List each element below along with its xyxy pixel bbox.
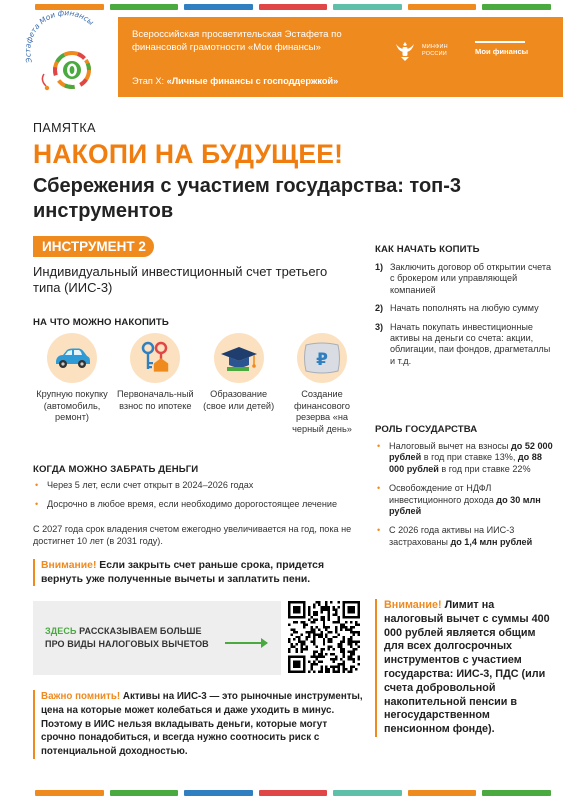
qr-text-line1: РАССКАЗЫВАЕМ БОЛЬШЕ — [79, 626, 202, 636]
goal-circle — [297, 333, 347, 383]
relay-logo — [14, 0, 114, 100]
state-role-list — [375, 441, 555, 548]
state-role-column — [375, 441, 555, 556]
goal-circle — [47, 333, 97, 383]
goal-caption: Создание финансового резерва «на черный день» — [292, 389, 352, 434]
goal-circle — [130, 333, 180, 383]
start-heading: КАК НАЧАТЬ КОПИТЬ — [375, 244, 480, 255]
step-text: Начать покупать инвестиционные активы на деньги со счета: акции, облигации, паи фондов, драгметаллы и т.д. — [390, 321, 551, 366]
important-text: Активы на ИИС-3 — это рыночные инструменты, цена на которые может колебаться и даже уходить в минус. Поэтому в ИИС нельзя вкладывать деньги, которые могут срочно понадобиться, и всегда нужно соотносить риск с потенциальной доходностью. — [41, 691, 363, 758]
role-amount: до 88 000 рублей — [389, 452, 542, 474]
color-bar — [110, 4, 179, 10]
color-bar — [408, 790, 477, 796]
start-steps — [375, 262, 555, 367]
state-role-heading: РОЛЬ ГОСУДАРСТВА — [375, 424, 478, 435]
instrument-name: Индивидуальный инвестиционный счет третьего типа (ИИС-3) — [33, 264, 328, 295]
eagle-emblem-icon — [394, 39, 416, 63]
moi-finansy-text: Мои финансы — [475, 47, 529, 56]
step-number: 2) — [375, 303, 384, 314]
minfin-label-line1: МИНФИН — [422, 44, 448, 50]
important-label: Важно помнить! — [41, 691, 121, 702]
role-text: в год при ставке 22% — [441, 463, 531, 474]
role-amount: до 30 млн рублей — [389, 494, 541, 517]
color-bar — [259, 4, 328, 10]
minfin-label — [422, 44, 448, 58]
role-amount: до 52 000 рублей — [389, 441, 553, 463]
list-item: • Через 5 лет, если счет открыт в 2024–2026 годах — [33, 480, 353, 492]
header-stage — [132, 76, 338, 86]
list-item — [375, 483, 555, 517]
minfin-label-line2: РОССИИ — [422, 51, 447, 57]
limit-box — [375, 599, 555, 737]
header-title: Всероссийская просветительская Эстафета по финансовой грамотности «Мои финансы» — [132, 29, 342, 53]
svg-text:₽: ₽ — [316, 350, 328, 370]
house-keys-icon — [137, 339, 173, 377]
stage-prefix: Этап Х: — [132, 76, 165, 86]
instrument-badge: ИНСТРУМЕНТ 2 — [33, 236, 154, 257]
graduation-cap-icon — [219, 343, 259, 373]
attention-text: Если закрыть счет раньше срока, придется вернуть уже полученные вычеты и заплатить пени. — [41, 560, 325, 585]
withdraw-paragraph: С 2027 года срок владения счетом ежегодно увеличивается на год, пока не достигнет 10 лет (в 2031 году). — [33, 524, 352, 546]
limit-text: Лимит на налоговый вычет с суммы 400 000 рублей является общим для всех долгосрочных инструментов с участием государства: ИИС-3, ПДС (или счета добровольной накопительной пенсии в негосударственном пенсионном фонде). — [384, 599, 550, 736]
withdraw-heading: КОГДА МОЖНО ЗАБРАТЬ ДЕНЬГИ — [33, 464, 199, 475]
list-item — [375, 525, 555, 548]
role-text: в год при ставке 13%, — [423, 452, 516, 463]
start-column — [375, 262, 555, 374]
step-number: 1) — [375, 262, 384, 272]
moi-finansy-logo — [475, 41, 528, 56]
qr-link-word[interactable]: ЗДЕСЬ — [45, 626, 77, 636]
goal-item-car — [32, 333, 112, 435]
step-item — [375, 262, 555, 296]
step-text: Заключить договор об открытии счета с брокером или управляющей компанией — [390, 262, 552, 295]
role-text: Освобождение от НДФЛ инвестиционного дохода — [389, 483, 494, 505]
color-bar — [110, 790, 179, 796]
relay-logo-arc-text: Эстафета Мои финансы — [23, 8, 96, 64]
goal-circle — [214, 333, 264, 383]
color-bar — [333, 4, 402, 10]
page-title: НАКОПИ НА БУДУЩЕЕ! — [33, 139, 344, 169]
list-item: • Досрочно в любое время, если необходимо дорогостоящее лечение — [33, 499, 353, 511]
step-item — [375, 322, 555, 368]
attention-box — [33, 559, 363, 586]
goals-heading: НА ЧТО МОЖНО НАКОПИТЬ — [33, 317, 169, 328]
step-text: Начать пополнять на любую сумму — [390, 303, 539, 314]
color-bar — [184, 790, 253, 796]
attention-label: Внимание! — [41, 560, 97, 571]
role-text: Налоговый вычет на взносы — [389, 441, 509, 451]
moi-finansy-line — [475, 41, 525, 43]
relay-logo-icon — [14, 0, 114, 100]
important-box — [33, 690, 363, 759]
goal-caption: Крупную покупку (автомобиль, ремонт) — [36, 389, 108, 422]
list-item — [375, 441, 555, 475]
bottom-color-bars — [35, 790, 551, 796]
step-number: 3) — [375, 321, 384, 332]
color-bar — [482, 790, 551, 796]
goals-list — [32, 333, 362, 435]
ruble-pillow-icon — [303, 341, 341, 375]
minfin-logo — [394, 39, 448, 63]
goal-caption: Первоначаль-ный взнос по ипотеке — [117, 389, 194, 411]
color-bar — [482, 4, 551, 10]
color-bar — [408, 4, 477, 10]
qr-code[interactable] — [288, 601, 360, 673]
goal-item-reserve — [282, 333, 362, 435]
role-amount: до 1,4 млн рублей — [450, 536, 533, 547]
limit-label: Внимание! — [384, 599, 442, 611]
withdraw-list — [33, 480, 353, 517]
color-bar — [333, 790, 402, 796]
car-icon — [52, 346, 92, 370]
memo-label: ПАМЯТКА — [33, 121, 96, 135]
qr-text-line2: ПРО ВИДЫ НАЛОГОВЫХ ВЫЧЕТОВ — [45, 639, 209, 649]
goal-item-education — [199, 333, 279, 435]
goal-caption: Образование (свое или детей) — [203, 389, 275, 411]
qr-text — [45, 625, 209, 651]
color-bar — [35, 790, 104, 796]
color-bar — [259, 790, 328, 796]
stage-name: «Личные финансы с господдержкой» — [166, 76, 339, 86]
goal-item-mortgage — [115, 333, 195, 435]
arrow-right-icon — [225, 642, 267, 644]
color-bar — [184, 4, 253, 10]
role-text: С 2026 года активы на ИИС-3 застрахованы — [389, 525, 515, 547]
qr-info-box — [33, 601, 281, 675]
step-item — [375, 303, 555, 314]
page-subtitle: Сбережения с участием государства: топ-3 инструментов — [33, 175, 462, 222]
header-band — [118, 17, 563, 97]
